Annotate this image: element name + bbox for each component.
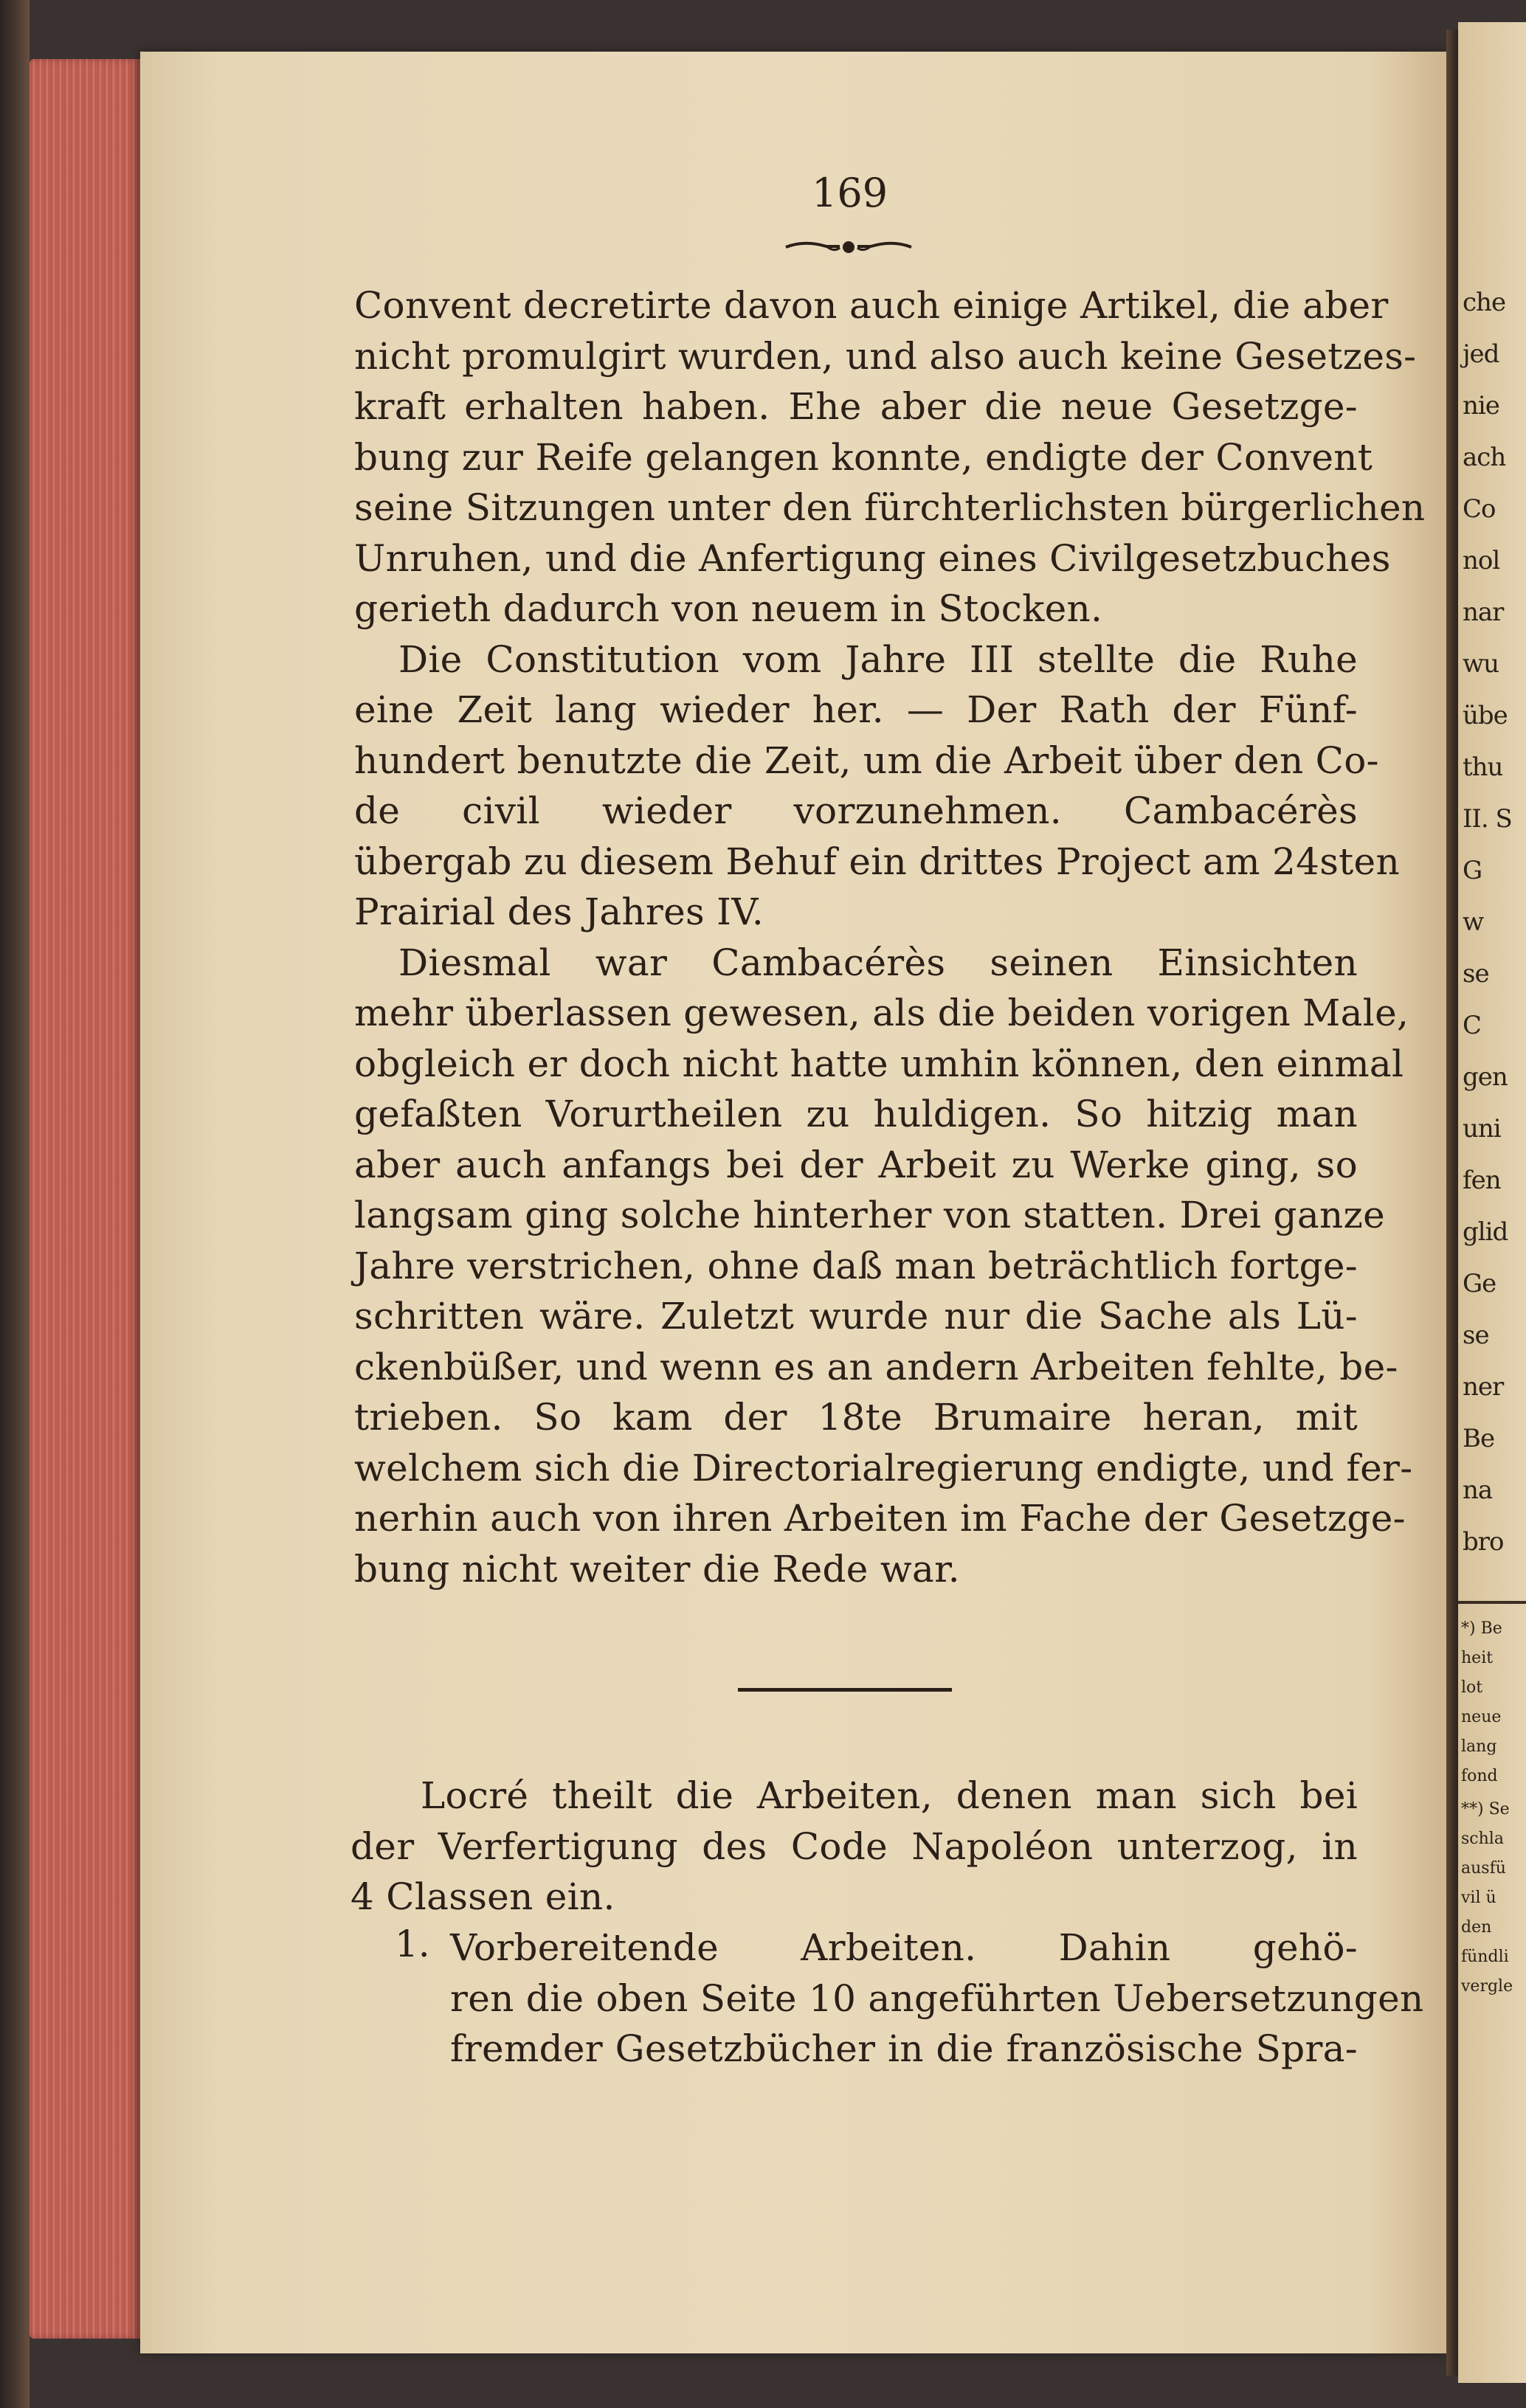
- adjacent-note: fündli: [1461, 1948, 1509, 1966]
- adjacent-line: ner: [1463, 1372, 1504, 1402]
- adjacent-line: Ge: [1463, 1269, 1496, 1298]
- adjacent-page: [1458, 22, 1526, 2383]
- adjacent-note: fond: [1461, 1767, 1498, 1785]
- text-line: 4 Classen ein.: [351, 1875, 615, 1918]
- text-line: mehr überlassen gewesen, als die beiden vorigen Male,: [354, 992, 1409, 1034]
- adjacent-line: nar: [1463, 598, 1504, 627]
- text-line: de civil wieder vorzunehmen. Cambacérès: [354, 789, 1358, 832]
- adjacent-line: uni: [1463, 1114, 1501, 1144]
- adjacent-line: se: [1463, 1321, 1489, 1350]
- text-line: Die Constitution vom Jahre III stellte die Ruhe: [398, 637, 1358, 681]
- adjacent-line: bro: [1463, 1527, 1504, 1557]
- adjacent-note: *) Be: [1461, 1619, 1502, 1638]
- adjacent-line: thu: [1463, 752, 1503, 782]
- adjacent-line: se: [1463, 959, 1489, 989]
- adjacent-line: che: [1463, 288, 1506, 317]
- list-marker: 1.: [395, 1923, 430, 1965]
- page-gutter: [1446, 30, 1458, 2376]
- adjacent-line: II. S: [1463, 804, 1512, 834]
- adjacent-line: na: [1463, 1475, 1493, 1505]
- adjacent-line: übe: [1463, 701, 1508, 730]
- adjacent-note: ausfü: [1461, 1859, 1506, 1878]
- text-line: übergab zu diesem Behuf ein drittes Project am 24sten: [354, 840, 1400, 883]
- text-line: gefaßten Vorurtheilen zu huldigen. So hitzig man: [354, 1093, 1358, 1135]
- text-line: hundert benutzte die Zeit, um die Arbeit über den Co-: [354, 738, 1379, 782]
- text-line: der Verfertigung des Code Napoléon unterzog, in: [351, 1824, 1358, 1868]
- text-line: ckenbüßer, und wenn es an andern Arbeiten fehlte, be-: [354, 1345, 1398, 1388]
- adjacent-note: schla: [1461, 1830, 1504, 1848]
- text-line: Vorbereitende Arbeiten. Dahin gehö-: [450, 1926, 1358, 1969]
- text-line: nerhin auch von ihren Arbeiten im Fache der Gesetzge-: [354, 1497, 1406, 1540]
- text-line: trieben. So kam der 18te Brumaire heran, mit: [354, 1396, 1358, 1439]
- text-line: nicht promulgirt wurden, und also auch keine Gesetzes-: [354, 334, 1417, 378]
- adjacent-note: den: [1461, 1918, 1492, 1937]
- text-line: eine Zeit lang wieder her. — Der Rath der Fünf-: [354, 688, 1358, 731]
- adjacent-note: **) Se: [1461, 1800, 1510, 1819]
- adjacent-line: G: [1463, 856, 1482, 885]
- adjacent-line: jed: [1463, 339, 1499, 369]
- main-text-block: [354, 280, 1426, 1594]
- adjacent-line: ach: [1463, 443, 1506, 472]
- adjacent-note: heit: [1461, 1649, 1494, 1667]
- adjacent-line: w: [1463, 907, 1484, 937]
- page-number: 169: [812, 170, 888, 216]
- adjacent-note: vergle: [1461, 1977, 1513, 1996]
- adjacent-note: neue: [1461, 1708, 1502, 1726]
- text-line: bung nicht weiter die Rede war.: [354, 1547, 960, 1591]
- ornament-divider: [782, 236, 915, 258]
- adjacent-line: fen: [1463, 1166, 1501, 1195]
- list-item: [351, 1923, 1424, 2075]
- text-line: bung zur Reife gelangen konnte, endigte der Convent: [354, 435, 1373, 479]
- text-line: Locré theilt die Arbeiten, denen man sich bei: [421, 1774, 1358, 1817]
- text-line: kraft erhalten haben. Ehe aber die neue Gesetzge-: [354, 385, 1358, 428]
- adjacent-note: lang: [1461, 1737, 1497, 1756]
- text-line: Jahre verstrichen, ohne daß man beträchtlich fortge-: [354, 1244, 1358, 1287]
- adjacent-line: nie: [1463, 391, 1499, 421]
- adjacent-note: vil ü: [1461, 1889, 1496, 1907]
- text-line: Diesmal war Cambacérès seinen Einsichten: [398, 941, 1358, 984]
- adjacent-note: lot: [1461, 1678, 1483, 1697]
- text-line: langsam ging solche hinterher von statten. Drei ganze: [354, 1194, 1385, 1236]
- adjacent-line: Co: [1463, 494, 1496, 524]
- text-line: welchem sich die Directorialregierung endigte, und fer-: [354, 1446, 1413, 1490]
- adjacent-footnote-rule: [1458, 1601, 1526, 1604]
- text-line: gerieth dadurch von neuem in Stocken.: [354, 587, 1103, 630]
- text-line: Unruhen, und die Anfertigung eines Civilgesetzbuches: [354, 536, 1391, 580]
- text-line: schritten wäre. Zuletzt wurde nur die Sache als Lü-: [354, 1295, 1358, 1338]
- text-line: obgleich er doch nicht hatte umhin können, den einmal: [354, 1042, 1404, 1085]
- text-line: seine Sitzungen unter den fürchterlichsten bürgerlichen: [354, 486, 1426, 529]
- adjacent-line: wu: [1463, 649, 1499, 679]
- adjacent-line: C: [1463, 1011, 1482, 1040]
- adjacent-line: glid: [1463, 1217, 1508, 1247]
- adjacent-line: nol: [1463, 546, 1500, 575]
- section-divider: [738, 1688, 952, 1692]
- page-edge-stack: [30, 59, 140, 2339]
- text-line: ren die oben Seite 10 angeführten Uebersetzungen: [450, 1976, 1424, 2020]
- text-line: Convent decretirte davon auch einige Artikel, die aber: [354, 284, 1389, 327]
- text-line: Prairial des Jahres IV.: [354, 890, 764, 933]
- adjacent-line: gen: [1463, 1062, 1508, 1092]
- book-binding: [0, 0, 30, 2408]
- adjacent-line: Be: [1463, 1424, 1495, 1453]
- text-line: fremder Gesetzbücher in die französische Spra-: [450, 2027, 1358, 2070]
- text-line: aber auch anfangs bei der Arbeit zu Werke ging, so: [354, 1143, 1358, 1186]
- second-section: [351, 1771, 1358, 1923]
